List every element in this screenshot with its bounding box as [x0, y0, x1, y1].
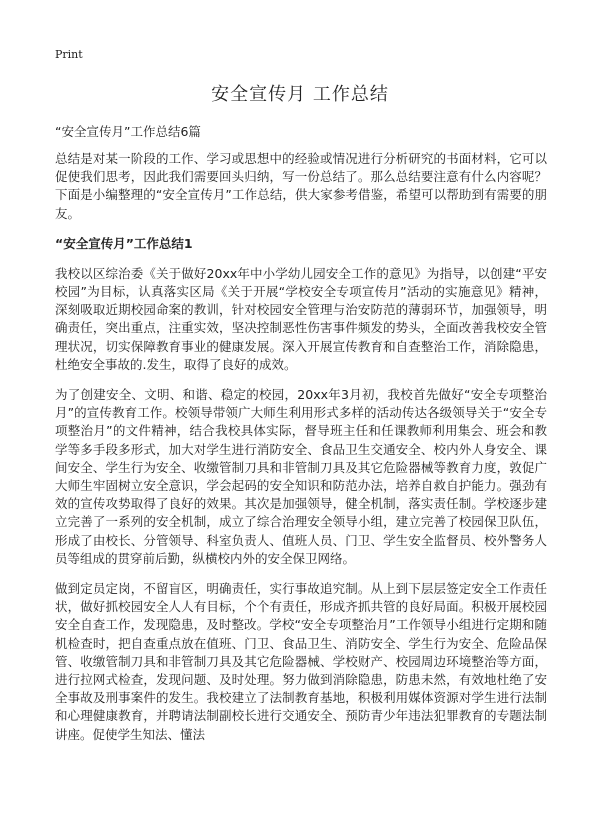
print-link[interactable]: Print	[55, 48, 83, 61]
section-heading: “安全宣传月”工作总结1	[55, 235, 193, 251]
document-title: 安全宣传月 工作总结	[211, 84, 389, 105]
body-paragraph: 为了创建安全、文明、和谐、稳定的校园，20xx年3月初，我校首先做好“安全专项整治月”的宣传教育工作。校领导带领广大师生利用形式多样的活动传达各级领导关于“安全专项整治月”的文件精神，结合我校具体实际，督导班主任和任课教师利用集会、班会和教学等多手段多形式，加大对学生进行消防安全、食品卫生交通安全、校内外人身安全、课间安全、学生行为安全、收缴管制刀具和非管制刀具及其它危险器械等教育力度，敦促广大师生牢固树立安全意识，学会起码的安全知识和防范办法，培养自救自护能力。强劲有效的宣传攻势取得了良好的效果。其次是加强领导，健全机制，落实责任制。学校逐步建立完善了一系列的安全机制，成立了综合治理安全领导小组，建立完善了校园保卫队伍，形成了由校长、分管领导、科室负责人、值班人员、门卫、学生安全监督员、校外警务人员等组成的贯穿前后勤，纵横校内外的安全保卫网络。	[55, 387, 547, 566]
document-subtitle: “安全宣传月”工作总结6篇	[55, 124, 201, 139]
body-paragraph: 做到定员定岗，不留盲区，明确责任，实行事故追究制。从上到下层层签定安全工作责任状，做好抓校园安全人人有目标，个个有责任，形成齐抓共管的良好局面。积极开展校园安全自查工作，发现隐患，及时整改。学校“安全专项整治月”工作领导小组进行定期和随机检查时，把自查重点放在值班、门卫、食品卫生、消防安全、学生行为安全、危险品保管、收缴管制刀具和非管制刀具及其它危险器械、学校财产、校园周边环境整治等方面，进行拉网式检查，发现问题、及时处理。努力做到消除隐患，防患未然，有效地杜绝了安全事故及刑事案件的发生。我校建立了法制教育基地，积极利用媒体资源对学生进行法制和心理健康教育，并聘请法制副校长进行交通安全、预防青少年违法犯罪教育的专题法制讲座。促使学生知法、懂法	[55, 581, 547, 742]
body-paragraph: 我校以区综治委《关于做好20xx年中小学幼儿园安全工作的意见》为指导，以创建“平安校园”为目标，认真落实区局《关于开展“学校安全专项宣传月”活动的实施意见》精神，深刻吸取近期校园命案的教训，针对校园安全管理与治安防范的薄弱环节，加强领导，明确责任，突出重点，注重实效，坚决控制恶性伤害事件频发的势头，全面改善我校安全管理状况，切实保障教育事业的健康发展。深入开展宣传教育和自查整治工作，消除隐患，杜绝安全事故的.发生，取得了良好的成效。	[55, 265, 547, 372]
document-body	[55, 150, 547, 756]
intro-paragraph: 总结是对某一阶段的工作、学习或思想中的经验或情况进行分析研究的书面材料，它可以促使我们思考，因此我们需要回头归纳，写一份总结了。那么总结要注意有什么内容呢？下面是小编整理的“安全宣传月”工作总结，供大家参考借鉴，希望可以帮助到有需要的朋友。	[55, 151, 547, 221]
